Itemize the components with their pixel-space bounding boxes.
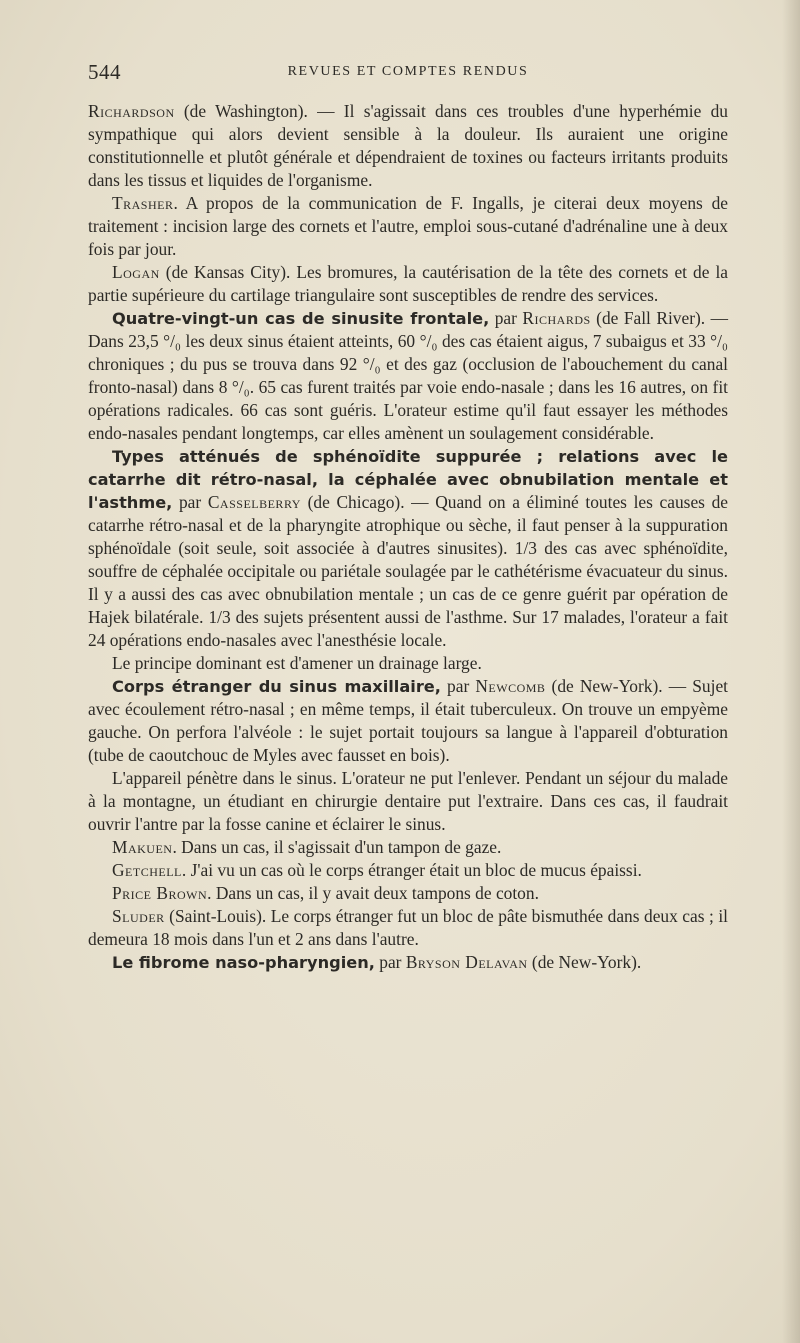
paragraph-trasher [88, 192, 728, 261]
paragraph-makuen [88, 836, 728, 859]
paragraph-text: . A propos de la communication de F. Ingalls, je citerai deux moyens de traitement : incision large des cornets et l'autre, emploi sous-cutané d'adrénaline une à deux fois par jour. [88, 193, 728, 259]
paragraph-text: . J'ai vu un cas où le corps étranger était un bloc de mucus épaissi. [181, 860, 642, 880]
paragraph-text: (de Chicago). — Quand on a éliminé toutes les causes de catarrhe rétro-nasal et de la pharyngite atrophique ou sèche, il faut penser à la suppuration sphénoïdale (soit seule, soit associée à d'autres sinusites). 1/3 des cas avec sphénoïdite, souffre de céphalée occipitale ou pariétale soulagée par le cathétérisme évacuateur du sinus. Il y a aussi des cas avec obnubilation mentale ; un cas de ce genre guérit par opération de Hajek bilatérale. 1/3 des sujets présentent aussi de l'asthme. Sur 17 malades, l'orateur a fait 24 opérations endo-nasales avec l'anesthésie locale. [88, 492, 728, 650]
paragraph-sphenoidite [88, 445, 728, 652]
author-name: Price Brown [112, 883, 208, 903]
paragraph-sinusite-frontale [88, 307, 728, 445]
paragraph-principe [88, 652, 728, 675]
author-name: Trasher [112, 193, 174, 213]
paragraph-sluder [88, 905, 728, 951]
author-name: Logan [112, 262, 160, 282]
author-name: Casselberry [207, 492, 301, 512]
page-edge-shadow [782, 0, 800, 1343]
paragraph-text: (de Washington). — Il s'agissait dans ces troubles d'une hyperhémie du sympathique qui alors devient sensible à la douleur. Ils auraient une origine constitutionnelle et plutôt générale et dépendraient de toxines ou facteurs irritants produits dans les tissus et liquides de l'organisme. [88, 101, 728, 190]
section-title: Quatre-vingt-un cas de sinusite frontale, [112, 309, 490, 328]
title-connector: par [374, 952, 406, 972]
page-number: 544 [88, 60, 121, 84]
author-name: Richards [522, 308, 591, 328]
running-head: REVUES ET COMPTES RENDUS [287, 64, 529, 79]
author-name: Sluder [112, 906, 165, 926]
page-header [88, 60, 728, 88]
body-text [88, 100, 728, 974]
section-title: Types atténués de sphénoïdite suppurée ; relations avec le catarrhe dit rétro-nasal, la céphalée avec obnubilation mentale et l'asthme, [88, 447, 728, 512]
paragraph-price-brown [88, 882, 728, 905]
paragraph-getchell [88, 859, 728, 882]
paragraph-corps-etranger [88, 675, 728, 767]
author-name: Makuen [112, 837, 173, 857]
title-connector: par [440, 676, 476, 696]
paragraph-text: (Saint-Louis). Le corps étranger fut un bloc de pâte bismuthée dans deux cas ; il demeura 18 mois dans l'un et 2 ans dans l'autre. [88, 906, 728, 949]
paragraph-text: (de New-York). — Sujet avec écoulement rétro-nasal ; en même temps, il était tuberculeux. On trouve un empyème gauche. On perfora l'alvéole : le sujet portait toujours sa langue à l'appareil d'obturation (tube de caoutchouc de Myles avec fausset en bois). [88, 676, 728, 765]
title-connector: par [489, 308, 523, 328]
author-name: Getchell [112, 860, 182, 880]
paragraph-text: (de New-York). [527, 952, 642, 972]
paragraph-text: . Dans un cas, il s'agissait d'un tampon de gaze. [172, 837, 502, 857]
paragraph-fibrome [88, 951, 728, 974]
paragraph-logan [88, 261, 728, 307]
paragraph-appareil [88, 767, 728, 836]
paragraph-richardson [88, 100, 728, 192]
author-name: Richardson [88, 101, 175, 121]
paragraph-text: Le principe dominant est d'amener un drainage large. [112, 653, 482, 673]
paragraph-text: L'appareil pénètre dans le sinus. L'orateur ne put l'enlever. Pendant un séjour du malade à la montagne, un étudiant en chirurgie dentaire put l'extraire. Dans ces cas, il faudrait ouvrir l'antre par la fosse canine et éclairer le sinus. [88, 768, 728, 834]
section-title: Corps étranger du sinus maxillaire, [112, 677, 441, 696]
author-name: Newcomb [475, 676, 546, 696]
paragraph-text: . Dans un cas, il y avait deux tampons de coton. [207, 883, 539, 903]
paragraph-text: (de Fall River). — Dans 23,5 °/₀ les deux sinus étaient atteints, 60 °/₀ des cas étaient aigus, 7 subaigus et 33 °/₀ chroniques ; du pus se trouva dans 92 °/₀ et des gaz (occlusion de l'abouchement du canal fronto-nasal) dans 8 °/₀. 65 cas furent traités par voie endo-nasale ; dans les 16 autres, on fit opérations radicales. 66 cas sont guéris. L'orateur estime qu'il faut essayer les méthodes endo-nasales pendant longtemps, car elles amènent un soulagement considérable. [88, 308, 728, 443]
paragraph-text: (de Kansas City). Les bromures, la cautérisation de la tête des cornets et de la partie supérieure du cartilage triangulaire sont susceptibles de rendre des services. [88, 262, 728, 305]
title-connector: par [172, 492, 208, 512]
author-name: Bryson Delavan [405, 952, 528, 972]
section-title: Le fibrome naso-pharyngien, [112, 953, 375, 972]
